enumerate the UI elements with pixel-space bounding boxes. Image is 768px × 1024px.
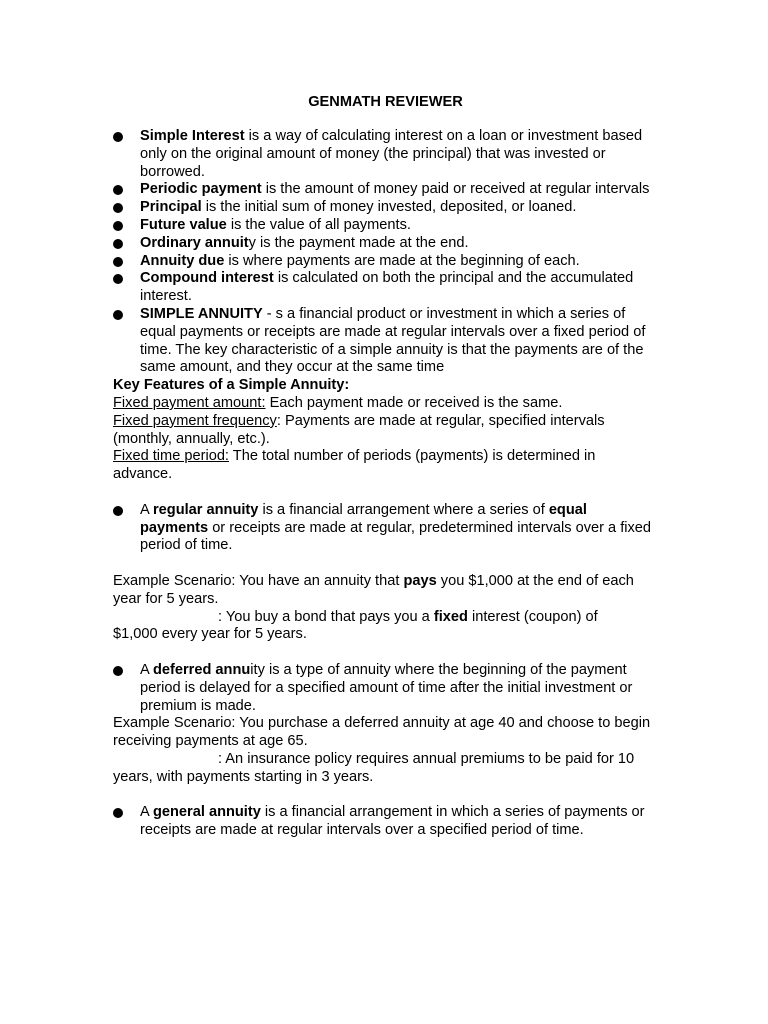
deferred-annuity-list (113, 662, 658, 715)
term: Compound interest (140, 270, 274, 287)
bullet-icon (113, 666, 123, 676)
definition-text: is the amount of money paid or received at regular intervals (261, 181, 650, 198)
term: general annuity (152, 804, 261, 821)
bullet-icon (113, 203, 123, 213)
key-features-heading-text: Key Features of a Simple Annuity: (113, 377, 350, 394)
definition-text: is calculated on both the principal and the accumulated interest. (140, 270, 634, 305)
definition-text: or receipts are made at regular, predetermined intervals over a fixed period of time. (140, 519, 652, 554)
term: regular annuity (152, 501, 259, 518)
list-item (113, 181, 658, 199)
list-item (113, 199, 658, 217)
emphasis-text: equal payments (140, 501, 587, 536)
key-feature (113, 395, 658, 413)
feature-label: Fixed payment frequency (113, 412, 277, 429)
definition-text: ity is a type of annuity where the beginning of the payment period is delayed for a specified amount of time after the initial investment or premium is made. (140, 661, 633, 714)
list-item (113, 128, 658, 181)
bullet-icon (113, 257, 123, 267)
document-title: GENMATH REVIEWER (308, 94, 463, 110)
example-scenario-cont: $1,000 every year for 5 years. (113, 626, 307, 643)
definition-text: is the initial sum of money invested, deposited, or loaned. (201, 199, 577, 216)
example-scenario (113, 573, 658, 609)
example-text: : You buy a bond that pays you a (218, 608, 434, 625)
feature-text: The total number of periods (payments) is determined in advance. (113, 448, 596, 483)
key-feature (113, 448, 658, 484)
spacer (113, 644, 658, 662)
bullet-icon (113, 185, 123, 195)
key-feature (113, 413, 658, 449)
term: SIMPLE ANNUITY (140, 305, 263, 322)
article-text: A (140, 661, 153, 678)
definition-text: - s a financial product or investment in which a series of equal payments or receipts are made at regular intervals over a fixed period of time. The key characteristic of a simple annuity is that the payments are of the same amount, and they occur at the same time (140, 305, 646, 376)
spacer (113, 484, 658, 502)
list-item (113, 804, 658, 840)
definitions-list (113, 128, 658, 377)
example-scenario (113, 609, 658, 627)
bullet-icon (113, 506, 123, 516)
term: Ordinary annuit (140, 234, 249, 251)
emphasis-text: fixed (433, 608, 468, 625)
example-scenario: Example Scenario: You purchase a deferred annuity at age 40 and choose to begin receiving payments at age 65. (113, 715, 651, 750)
spacer (113, 786, 658, 804)
feature-text: Each payment made or received is the same. (265, 394, 563, 411)
article-text: A (140, 804, 153, 821)
definition-text: is a financial arrangement where a series of (258, 501, 549, 518)
article-text: A (140, 501, 153, 518)
list-item (113, 235, 658, 253)
example-text: interest (coupon) of (467, 608, 598, 625)
list-item (113, 662, 658, 715)
bullet-icon (113, 239, 123, 249)
list-item (113, 502, 658, 555)
definition-text: is the value of all payments. (226, 216, 411, 233)
feature-label: Fixed payment amount: (113, 394, 266, 411)
term: Annuity due (140, 252, 225, 269)
example-scenario-cont: years, with payments starting in 3 years. (113, 768, 374, 785)
list-item (113, 270, 658, 306)
bullet-icon (113, 221, 123, 231)
emphasis-text: pays (403, 572, 437, 589)
example-text: you $1,000 at the end of each year for 5 years. (113, 572, 634, 607)
example-scenario: : An insurance policy requires annual premiums to be paid for 10 (218, 750, 635, 767)
definition-text: y is the payment made at the end. (248, 234, 469, 251)
bullet-icon (113, 274, 123, 284)
list-item (113, 306, 658, 377)
term: Periodic payment (140, 181, 262, 198)
definition-text: is a way of calculating interest on a loan or investment based only on the original amount of money (the principal) that was invested or borrowed. (140, 128, 643, 180)
list-item (113, 217, 658, 235)
feature-label: Fixed time period: (113, 448, 229, 465)
key-features-heading (113, 377, 658, 395)
bullet-icon (113, 808, 123, 818)
term: Principal (140, 199, 202, 216)
term: deferred annu (152, 661, 251, 678)
definition-text: is a financial arrangement in which a series of payments or receipts are made at regular intervals over a specified period of time. (140, 804, 645, 839)
bullet-icon (113, 132, 123, 142)
document-page (113, 93, 658, 840)
definition-text: is where payments are made at the beginning of each. (224, 252, 580, 269)
example-text: Example Scenario: You have an annuity that (113, 572, 404, 589)
spacer (113, 555, 658, 573)
term: Simple Interest (140, 128, 245, 144)
term: Future value (140, 216, 227, 233)
list-item (113, 253, 658, 271)
general-annuity-list (113, 804, 658, 840)
bullet-icon (113, 310, 123, 320)
feature-text: : Payments are made at regular, specified intervals (monthly, annually, etc.). (113, 412, 605, 447)
regular-annuity-list (113, 502, 658, 555)
